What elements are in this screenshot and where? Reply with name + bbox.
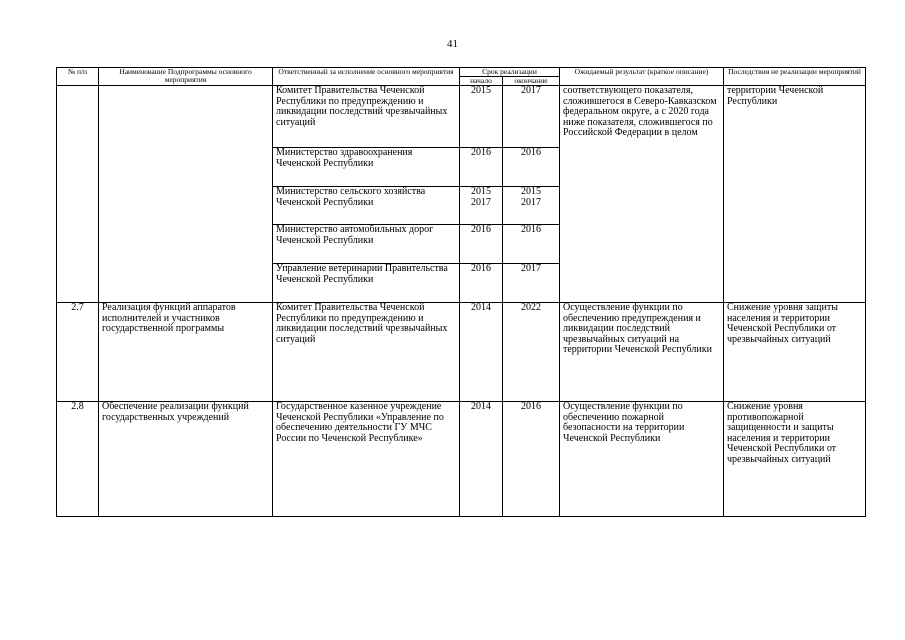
- responsible-cell: Министерство здравоохранения Чеченской Республики: [273, 148, 460, 187]
- item-name: Обеспечение реализации функций государственных учреждений: [99, 402, 273, 517]
- header-start: начало: [460, 77, 503, 86]
- end-year: 2015: [521, 186, 541, 197]
- item-name: Реализация функций аппаратов исполнителей и участников государственной программы: [99, 303, 273, 402]
- responsible-cell: Министерство сельского хозяйства Чеченской Республики: [273, 187, 460, 225]
- end-year-cell: [503, 225, 560, 264]
- header-row: [57, 68, 866, 77]
- start-year-cell: [460, 148, 503, 187]
- start-year: 2016: [471, 263, 491, 274]
- header-consequences: Последствия не реализации мероприятий: [724, 68, 866, 86]
- consequences-cell: территории Чеченской Республики: [724, 86, 866, 303]
- result-cell: Осуществление функции по обеспечению пожарной безопасности на территории Чеченской Республики: [560, 402, 724, 517]
- item-number: 2.7: [57, 303, 99, 402]
- start-year: 2016: [471, 224, 491, 235]
- table-row: [57, 303, 866, 402]
- end-year-cell: 2022: [503, 303, 560, 402]
- end-year: 2017: [521, 85, 541, 96]
- measures-table: [56, 67, 866, 517]
- consequences-cell: Снижение уровня противопожарной защищенности и защиты населения и территории Чеченской Республики от чрезвычайных ситуаций: [724, 402, 866, 517]
- start-year-cell: [460, 225, 503, 264]
- end-year-cell: [503, 264, 560, 303]
- name-cell-empty: [99, 86, 273, 303]
- start-year: 2017: [471, 196, 491, 208]
- header-end: окончание: [503, 77, 560, 86]
- start-year-cell: 2014: [460, 303, 503, 402]
- page-number: 41: [447, 38, 458, 50]
- end-year-cell: [503, 187, 560, 225]
- start-year-cell: 2014: [460, 402, 503, 517]
- num-cell-empty: [57, 86, 99, 303]
- responsible-cell: Государственное казенное учреждение Чеченской Республики «Управление по обеспечению деятельности ГУ МЧС России по Чеченской Республике»: [273, 402, 460, 517]
- table-row: [57, 402, 866, 517]
- responsible-cell: Комитет Правительства Чеченской Республики по предупреждению и ликвидации последствий чрезвычайных ситуаций: [273, 303, 460, 402]
- start-year: 2016: [471, 147, 491, 158]
- result-cell: соответствующего показателя, сложившегося в Северо-Кавказском федеральном округе, а с 2020 года ниже показателя, сложившегося по Российской Федерации в целом: [560, 86, 724, 303]
- end-year-cell: 2016: [503, 402, 560, 517]
- end-year: 2016: [521, 147, 541, 158]
- start-year-cell: [460, 187, 503, 225]
- responsible-cell: Управление ветеринарии Правительства Чеченской Республики: [273, 264, 460, 303]
- result-cell: Осуществление функции по обеспечению предупреждения и ликвидации последствий чрезвычайных ситуаций на территории Чеченской Республики: [560, 303, 724, 402]
- responsible-cell: Комитет Правительства Чеченской Республики по предупреждению и ликвидации последствий чрезвычайных ситуаций: [273, 86, 460, 148]
- header-period: Срок реализации: [460, 68, 560, 77]
- start-year: 2015: [471, 186, 491, 197]
- end-year-cell: [503, 148, 560, 187]
- end-year-cell: [503, 86, 560, 148]
- header-responsible: Ответственный за исполнение основного мероприятия: [273, 68, 460, 86]
- start-year: 2015: [471, 85, 491, 96]
- end-year: 2017: [521, 196, 541, 208]
- header-num: № п/п: [57, 68, 99, 86]
- end-year: 2017: [521, 263, 541, 274]
- responsible-cell: Министерство автомобильных дорог Чеченской Республики: [273, 225, 460, 264]
- consequences-cell: Снижение уровня защиты населения и территории Чеченской Республики от чрезвычайных ситуаций: [724, 303, 866, 402]
- header-result: Ожидаемый результат (краткое описание): [560, 68, 724, 86]
- header-name: Наименование Подпрограммы основного мероприятия: [99, 68, 273, 86]
- start-year-cell: [460, 86, 503, 148]
- start-year-cell: [460, 264, 503, 303]
- table-row: [57, 86, 866, 148]
- item-number: 2.8: [57, 402, 99, 517]
- end-year: 2016: [521, 224, 541, 235]
